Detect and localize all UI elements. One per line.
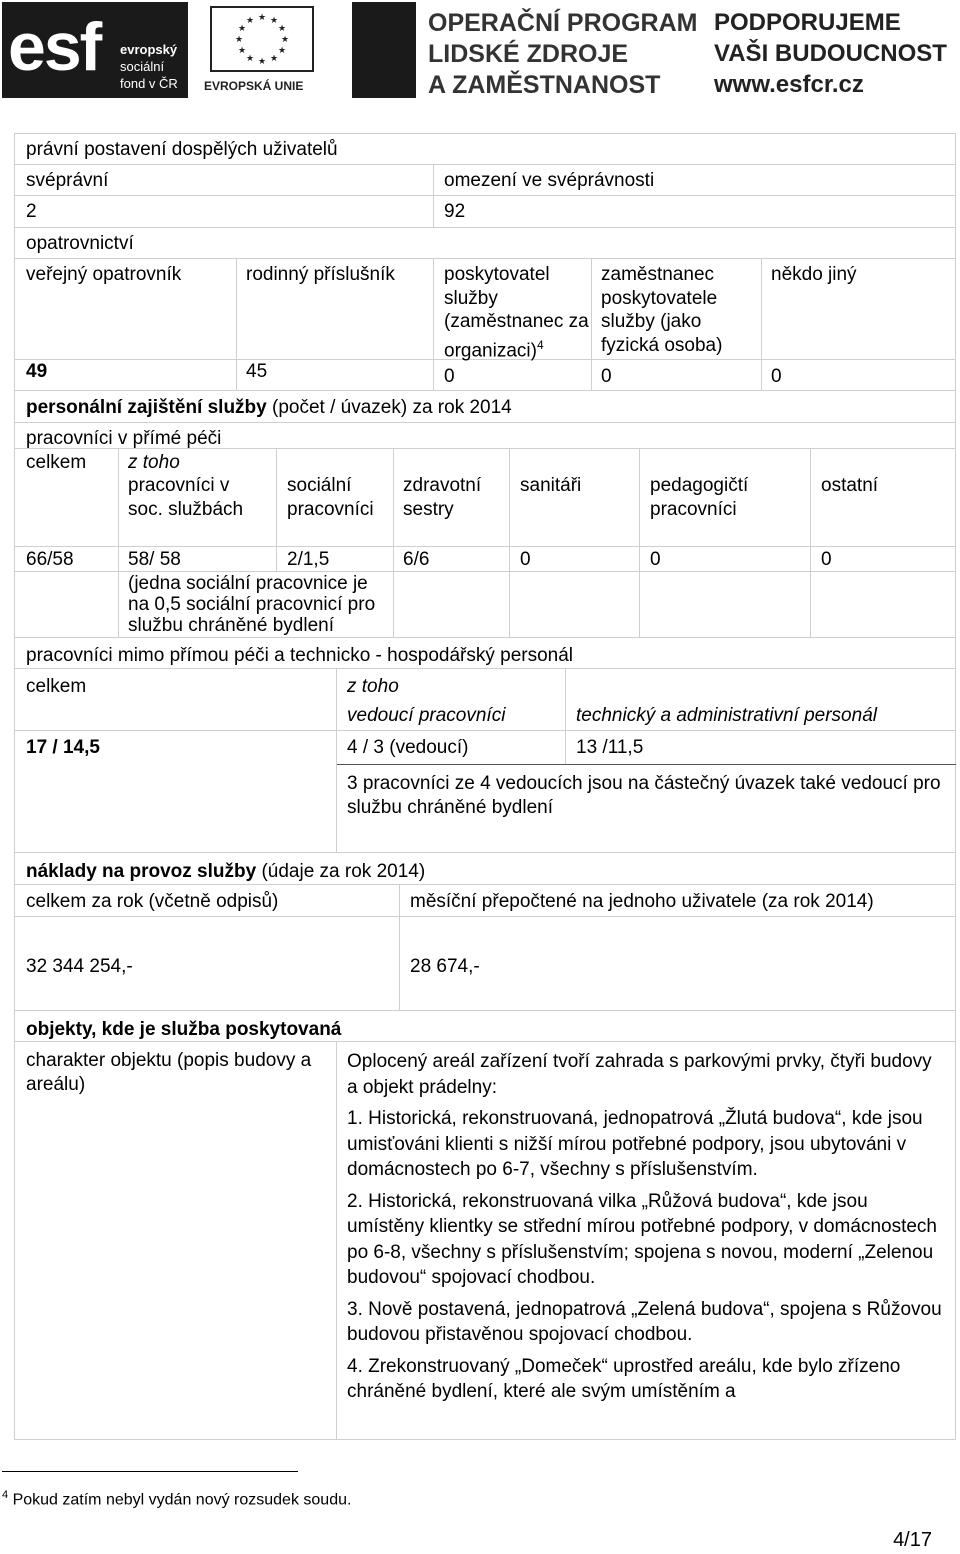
direct-social-header: sociální pracovníci [287,475,374,520]
op-emblem-icon [352,2,416,98]
footnote-separator [2,1471,298,1472]
objects-intro: Oplocený areál zařízení tvoří zahrada s parkovými prvky, čtyři budovy a objekt prádelny: [347,1051,932,1098]
eu-label: EVROPSKÁ UNIE [204,79,304,93]
indirect-managers-header: vedoucí pracovníci [347,705,506,726]
direct-teachers-header: pedagogičtí pracovníci [650,475,749,520]
indirect-tech-value: 13 /11,5 [576,737,644,758]
indirect-total-value: 17 / 14,5 [26,737,100,758]
indirect-total-header: celkem [26,676,87,697]
costs-title: náklady na provoz služby (údaje za rok 2014) [26,861,426,882]
objects-label: charakter objektu (popis budovy a areálu) [26,1050,312,1095]
svg-text:★: ★ [257,13,267,23]
direct-total-header: celkem [26,452,87,473]
svg-text:★: ★ [277,46,287,56]
direct-social-value: 2/1,5 [287,549,330,570]
support-line1: PODPORUJEME [714,9,901,36]
support-line2: VAŠI BUDOUCNOST [714,40,947,67]
objects-title: objekty, kde je služba poskytovaná [26,1019,342,1040]
svg-text:★: ★ [245,16,255,26]
svg-text:★: ★ [257,57,267,67]
legal-status-title: právní postavení dospělých uživatelů [26,139,338,160]
eu-flag-icon [210,6,314,72]
direct-of-which-label: z toho [128,452,180,473]
objects-building-1: 1. Historická, rekonstruovaná, jednopatrová „Žlutá budova“, kde jsou umisťováni klienti s nižší mírou potřebné podpory, jsou ubytováni v domácnostech po 6-7, všechny s příslušenstvím. [347,1108,923,1180]
esf-line2: sociální [120,59,165,74]
footnote-mark: 4 [2,1489,9,1501]
esf-line3: fond v ČR [120,76,178,91]
legal-capable-header: svéprávní [26,170,109,191]
footnote [2,1485,351,1510]
guardianship-title: opatrovnictví [26,233,134,254]
guardian-other-value: 0 [771,366,782,387]
guardian-other-header: někdo jiný [771,264,857,285]
costs-annual-header: celkem za rok (včetně odpisů) [26,891,279,912]
guardian-employee-header: zaměstnanec poskytovatele služby (jako fyzická osoba) [601,264,723,356]
op-line3: A ZAMĚSTNANOST [428,71,661,99]
costs-annual-value: 32 344 254,- [26,956,133,977]
esf-logo [2,2,188,98]
esf-line1: evropský [120,42,178,57]
legal-capable-value: 2 [26,201,37,222]
guardian-public-header: veřejný opatrovník [26,264,182,285]
indirect-of-which-label: z toho [347,676,399,697]
op-logo [352,2,947,99]
svg-text:★: ★ [245,54,255,64]
legal-restricted-value: 92 [444,201,466,222]
svg-text:★: ★ [237,24,247,34]
objects-building-4: 4. Zrekonstruovaný „Domeček“ uprostřed areálu, kde bylo zřízeno chráněné bydlení, které ale svým umístěním a [347,1355,901,1402]
staffing-title: personální zajištění služby (počet / úvazek) za rok 2014 [26,397,512,418]
footnote-text: Pokud zatím nebyl vydán nový rozsudek soudu. [12,1491,352,1509]
legal-restricted-header: omezení ve svéprávnosti [444,170,655,191]
direct-other-header: ostatní [821,475,879,496]
costs-monthly-header: měsíční přepočtené na jednoho uživatele (za rok 2014) [410,891,874,912]
op-line1: OPERAČNÍ PROGRAM [428,9,698,37]
guardian-public-value: 49 [26,361,48,382]
guardian-provider-value: 0 [444,366,455,387]
indirect-tech-header: technický a administrativní personál [576,705,877,726]
svg-text:★: ★ [234,35,244,45]
direct-soc-services-value: 58/ 58 [128,549,181,570]
eu-logo [204,2,314,98]
guardian-employee-value: 0 [601,366,612,387]
direct-teachers-value: 0 [650,549,661,570]
guardian-provider-header: poskytovatel služby (zaměstnanec za organizaci)$^4$ [444,264,589,361]
direct-care-title: pracovníci v přímé péči [26,428,222,449]
indirect-staff-title: pracovníci mimo přímou péči a technicko - hospodářský personál [26,645,574,666]
op-line2: LIDSKÉ ZDROJE [428,40,629,68]
svg-text:★: ★ [269,54,279,64]
direct-total-value: 66/58 [26,549,74,570]
objects-building-3: 3. Nově postavená, jednopatrová „Zelená budova“, spojena s Růžovou budovou přistavěnou spojovací chodbou. [347,1298,942,1345]
support-url: www.esfcr.cz [714,71,864,98]
svg-text:★: ★ [280,35,290,45]
indirect-managers-note: 3 pracovníci ze 4 vedoucích jsou na částečný úvazek také vedoucí pro službu chráněné bydlení [347,773,941,818]
guardian-family-value: 45 [246,361,268,382]
indirect-managers-value: 4 / 3 (vedoucí) [347,737,469,758]
footnote-reference: 4 [536,337,544,352]
direct-orderlies-header: sanitáři [520,475,582,496]
svg-text:★: ★ [269,16,279,26]
direct-other-value: 0 [821,549,832,570]
direct-orderlies-value: 0 [520,549,531,570]
svg-text:★: ★ [277,24,287,34]
direct-soc-services-header: pracovníci v soc. službách [128,475,244,520]
direct-social-note: (jedna sociální pracovnice je na 0,5 sociální pracovnicí pro službu chráněné bydlení [128,573,376,636]
direct-nurses-header: zdravotní sestry [403,475,482,520]
svg-text:★: ★ [237,46,247,56]
page-number: 4/17 [893,1529,932,1551]
costs-monthly-value: 28 674,- [410,956,480,977]
objects-description [347,1049,947,1411]
guardian-family-header: rodinný příslušník [246,264,395,285]
esf-wordmark: esf [8,9,101,85]
direct-nurses-value: 6/6 [403,549,430,570]
objects-building-2: 2. Historická, rekonstruovaná vilka „Růžová budova“, kde jsou umístěny klientky se střední mírou potřebné podpory, v domácnostech po 6-8, všechny s příslušenstvím; spojena s novou, moderní „Zelenou budovou“ spojovací chodbou. [347,1190,938,1288]
